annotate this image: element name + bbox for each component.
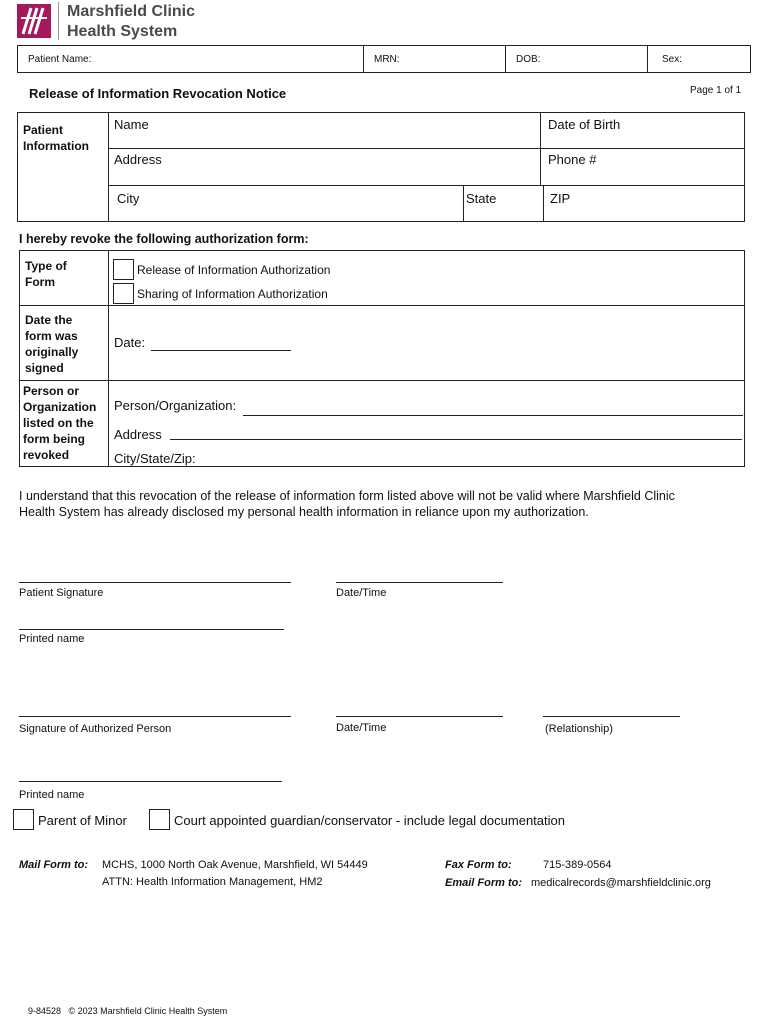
org-line-1: Marshfield Clinic	[67, 3, 196, 20]
revoke-heading: I hereby revoke the following authorization form:	[19, 232, 309, 246]
patient-info-label	[23, 122, 89, 154]
date-label-1: Date the	[25, 313, 73, 327]
marshfield-logo-icon	[17, 4, 51, 38]
relationship-line[interactable]	[543, 716, 680, 717]
address-field[interactable]: Address	[114, 152, 162, 167]
authorized-signature-line[interactable]	[19, 716, 291, 717]
authorized-signature-label: Signature of Authorized Person	[19, 723, 172, 735]
person-label-1: Person or	[23, 384, 80, 398]
person-label-2: Organization	[23, 400, 97, 414]
zip-field[interactable]: ZIP	[550, 191, 571, 206]
date-label-3: originally	[25, 345, 79, 359]
mrn-cell[interactable]	[364, 46, 506, 72]
type-label-1: Type of	[25, 259, 67, 273]
date-time-line-2[interactable]	[336, 716, 503, 717]
logo-divider	[58, 2, 59, 40]
org-line-2: Health System	[67, 23, 178, 40]
form-number: 9-84528 © 2023 Marshfield Clinic Health System	[28, 1006, 228, 1016]
dob-cell[interactable]	[506, 46, 648, 72]
patient-name-label: Patient Name:	[28, 54, 92, 65]
mrn-label: MRN:	[374, 54, 400, 65]
type-of-form-label	[25, 258, 67, 290]
statement-line-1: I understand that this revocation of the release of information form listed above will not be valid where Marshfield Clinic	[19, 489, 675, 503]
printed-name-line-1[interactable]	[19, 629, 284, 630]
sharing-option-label: Sharing of Information Authorization	[137, 287, 328, 301]
revocation-table	[19, 250, 745, 467]
org-address-input[interactable]	[170, 439, 742, 440]
dob-label: DOB:	[516, 54, 541, 65]
date-label-2: form was	[25, 329, 78, 343]
guardian-label: Court appointed guardian/conservator - include legal documentation	[174, 813, 565, 828]
person-org-input[interactable]	[243, 415, 743, 416]
guardian-checkbox[interactable]	[149, 809, 170, 830]
patient-signature-label: Patient Signature	[19, 587, 104, 599]
parent-of-minor-checkbox[interactable]	[13, 809, 34, 830]
fax-value: 715-389-0564	[543, 859, 612, 871]
city-field[interactable]: City	[117, 191, 140, 206]
org-name	[67, 2, 195, 42]
printed-name-line-2[interactable]	[19, 781, 282, 782]
patient-info-section	[17, 112, 745, 222]
date-label-4: signed	[25, 361, 64, 375]
name-field[interactable]: Name	[114, 117, 149, 132]
sex-label: Sex:	[662, 54, 683, 65]
date-time-line-1[interactable]	[336, 582, 503, 583]
patient-info-label-2: Information	[23, 139, 89, 153]
email-label: Email Form to:	[445, 877, 523, 889]
patient-name-cell[interactable]	[18, 46, 364, 72]
parent-of-minor-label: Parent of Minor	[38, 813, 127, 828]
statement-line-2: Health System has already disclosed my personal health information in reliance upon my authorization.	[19, 505, 589, 519]
mail-line-1: MCHS, 1000 North Oak Avenue, Marshfield, WI 54449	[102, 859, 368, 871]
printed-name-label-2: Printed name	[19, 789, 85, 801]
patient-header-bar	[17, 45, 751, 73]
page-number: Page 1 of 1	[690, 85, 742, 96]
mail-label: Mail Form to:	[19, 859, 89, 871]
email-value[interactable]: medicalrecords@marshfieldclinic.org	[531, 877, 711, 889]
mail-line-2: ATTN: Health Information Management, HM2	[102, 876, 323, 888]
release-option-label: Release of Information Authorization	[137, 263, 331, 277]
sharing-checkbox[interactable]	[113, 283, 134, 304]
fax-label: Fax Form to:	[445, 859, 512, 871]
person-label-4: form being	[23, 432, 85, 446]
date-time-label-1: Date/Time	[336, 587, 387, 599]
csz-field-label: City/State/Zip:	[114, 451, 196, 466]
revocation-statement	[19, 488, 759, 520]
date-field-label: Date:	[114, 335, 146, 350]
page-title: Release of Information Revocation Notice	[29, 86, 287, 101]
address-field-label: Address	[114, 427, 162, 442]
person-org-field-label: Person/Organization:	[114, 398, 237, 413]
release-checkbox[interactable]	[113, 259, 134, 280]
printed-name-label-1: Printed name	[19, 633, 85, 645]
date-signed-label	[25, 312, 78, 376]
relationship-label: (Relationship)	[545, 723, 613, 735]
sex-cell[interactable]	[648, 46, 752, 72]
dob-field[interactable]: Date of Birth	[548, 117, 621, 132]
person-label-5: revoked	[23, 448, 70, 462]
date-signed-input[interactable]	[151, 350, 291, 351]
patient-info-label-1: Patient	[23, 123, 64, 137]
patient-signature-line[interactable]	[19, 582, 291, 583]
date-time-label-2: Date/Time	[336, 722, 387, 734]
state-field[interactable]: State	[466, 191, 497, 206]
phone-field[interactable]: Phone #	[548, 152, 597, 167]
type-label-2: Form	[25, 275, 55, 289]
person-org-label	[23, 383, 96, 463]
person-label-3: listed on the	[23, 416, 94, 430]
